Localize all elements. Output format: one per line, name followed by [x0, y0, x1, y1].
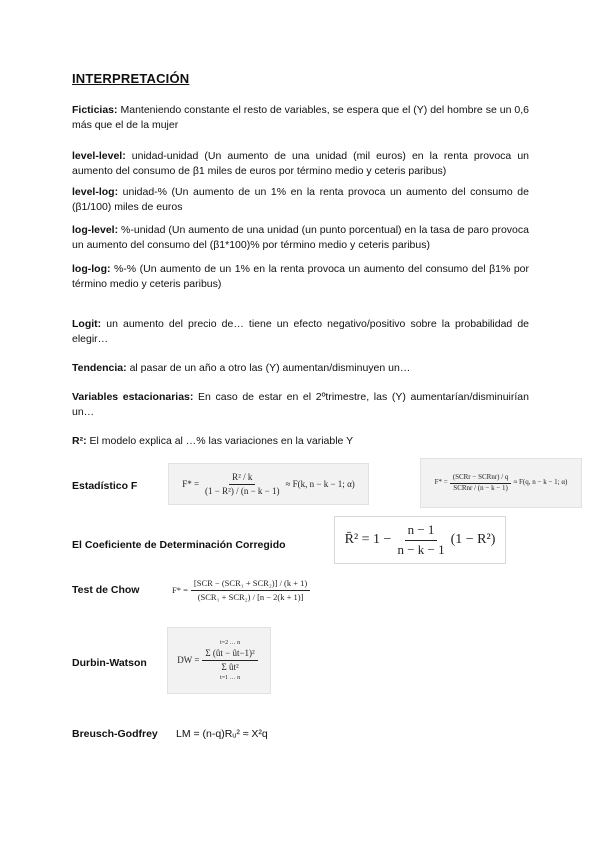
dw-numerator: Σ (ût − ût−1)² [205, 648, 255, 659]
label-r2: R²: [72, 435, 87, 447]
text-level-level: unidad-unidad (Un aumento de una unidad (mil euros) en la renta provoca un aumento del consumo de β1 miles de euros por término medio y ceteris paribus) [72, 150, 529, 177]
f1-rhs: ≈ F(k, n − k − 1; α) [285, 478, 355, 489]
label-estacionarias: Variables estacionarias: [72, 391, 194, 403]
f2-rhs: ≈ F(q, n − k − 1; α) [513, 478, 568, 487]
paragraph-tendencia [72, 361, 529, 376]
dw-num-limits: t=2 … n [220, 639, 241, 646]
r2c-numerator: n − 1 [405, 521, 438, 540]
formula-r2-corregido [334, 516, 506, 564]
text-log-log: %-% (Un aumento de un 1% en la renta provoca un aumento del consumo del β1% por término medio y ceteris paribus) [72, 263, 529, 290]
label-level-log: level-log: [72, 186, 119, 198]
formula-f-r2 [168, 463, 369, 505]
paragraph-estacionarias [72, 390, 529, 420]
label-ficticias: Ficticias: [72, 104, 118, 116]
dw-num-block [202, 639, 257, 661]
label-log-log: log-log: [72, 263, 111, 275]
formula-durbin-watson [167, 627, 271, 694]
text-logit: un aumento del precio de… tiene un efecto negativo/positivo sobre la probabilidad de elegir… [72, 318, 529, 345]
label-level-level: level-level: [72, 150, 126, 162]
paragraph-level-level [72, 149, 529, 179]
chow-fraction [191, 577, 310, 602]
f1-fraction [202, 471, 282, 498]
r2c-tail: (1 − R²) [450, 532, 496, 548]
label-breusch-godfrey: Breusch-Godfrey [72, 728, 158, 740]
paragraph-r2 [72, 434, 529, 449]
label-log-level: log-level: [72, 224, 119, 236]
dw-den-block [217, 661, 243, 682]
label-durbin-watson: Durbin-Watson [72, 657, 147, 669]
text-estacionarias: En caso de estar en el 2ºtrimestre, las (Y) aumentarían/disminuirían un… [72, 391, 529, 418]
page-title: INTERPRETACIÓN [72, 71, 190, 86]
f2-lhs: F* = [434, 478, 448, 487]
label-estadistico-f: Estadístico F [72, 480, 138, 492]
chow-lhs: F* = [172, 584, 188, 595]
paragraph-logit [72, 317, 529, 347]
dw-fraction [202, 639, 257, 683]
label-tendencia: Tendencia: [72, 362, 127, 374]
dw-den-limits: t=1 … n [220, 674, 241, 681]
formula-breusch-godfrey: LM = (n-q)Rᵤ² ≈ X²q [176, 728, 268, 740]
label-chow: Test de Chow [72, 584, 140, 596]
chow-denominator: (SCR₁ + SCR₂) / [n − 2(k + 1)] [197, 591, 304, 602]
paragraph-ficticias [72, 103, 529, 133]
paragraph-level-log [72, 185, 529, 215]
f2-denominator: SCRnr / (n − k − 1) [453, 483, 508, 492]
r2c-fraction [394, 521, 447, 559]
dw-denominator: Σ ût² [221, 662, 239, 672]
f1-lhs: F* = [182, 478, 200, 489]
f2-numerator: (SCRr − SCRnr) / q [450, 473, 512, 484]
f1-denominator: (1 − R²) / (n − k − 1) [205, 485, 280, 496]
chow-numerator: [SCR − (SCR₁ + SCR₂)] / (k + 1) [191, 577, 310, 590]
f2-fraction [450, 473, 512, 494]
dw-lhs: DW = [177, 655, 200, 666]
formula-chow [172, 573, 342, 607]
text-tendencia: al pasar de un año a otro las (Y) aumentan/disminuyen un… [126, 362, 411, 374]
paragraph-log-level [72, 223, 529, 253]
formula-f-scr [420, 458, 582, 508]
label-r2-corregido: El Coeficiente de Determinación Corregido [72, 539, 286, 551]
f1-numerator: R² / k [229, 471, 255, 485]
text-ficticias: Manteniendo constante el resto de variables, se espera que el (Y) del hombre se un 0,6 más que el de la mujer [72, 104, 529, 131]
text-r2: El modelo explica al …% las variaciones en la variable Y [86, 435, 354, 447]
label-logit: Logit: [72, 318, 102, 330]
r2c-denominator: n − k − 1 [397, 541, 445, 557]
paragraph-log-log [72, 262, 529, 292]
text-level-log: unidad-% (Un aumento de un 1% en la renta provoca un aumento del consumo de (β1/100) miles de euros [72, 186, 529, 213]
r2c-lhs: R̄² = 1 − [344, 532, 392, 548]
text-log-level: %-unidad (Un aumento de una unidad (un punto porcentual) en la tasa de paro provoca un aumento del consumo del (β1*100)% por término medio y ceteris paribus) [72, 224, 529, 251]
